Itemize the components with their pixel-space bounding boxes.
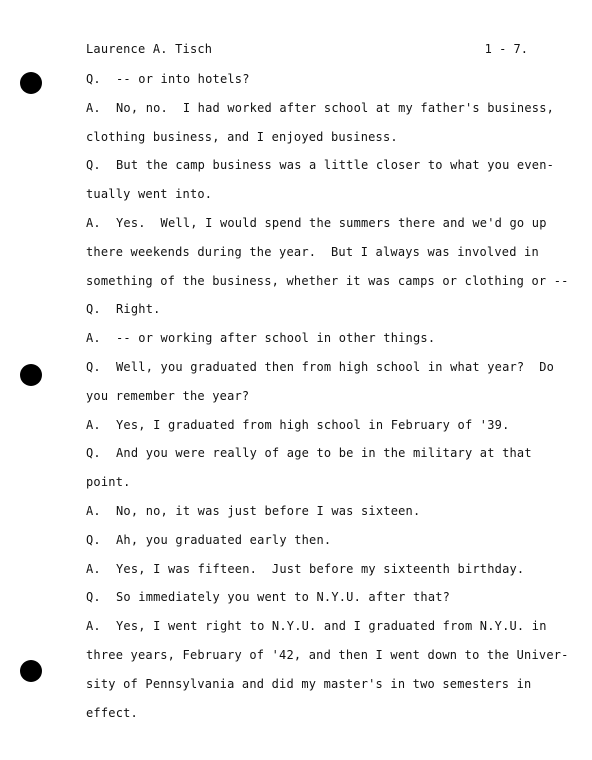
line-text: Yes, I went right to N.Y.U. and I graduated from N.Y.U. in	[116, 619, 547, 634]
transcript-line	[86, 590, 450, 604]
transcript-line	[86, 360, 554, 374]
speaker-label: Q.	[86, 72, 101, 86]
transcript-line	[86, 101, 554, 115]
transcript-line	[86, 302, 161, 316]
line-text: Yes, I was fifteen. Just before my sixteenth birthday.	[116, 561, 525, 576]
line-text: But the camp business was a little closer to what you even-	[116, 158, 555, 173]
transcript-line	[86, 648, 569, 662]
punch-hole-top	[20, 72, 42, 94]
transcript-line	[86, 533, 331, 547]
punch-hole-middle	[20, 364, 42, 386]
speaker-label: Q.	[86, 532, 101, 547]
transcript-line	[86, 677, 531, 691]
transcript-line	[86, 187, 212, 201]
line-text: Yes. Well, I would spend the summers there and we'd go up	[116, 216, 547, 230]
speaker-label: A.	[86, 619, 101, 634]
line-text: No, no. I had worked after school at my father's business,	[116, 100, 555, 115]
speaker-label: Q.	[86, 590, 101, 605]
transcript-line	[86, 475, 131, 489]
header-interviewee-name: Laurence A. Tisch	[86, 42, 213, 56]
transcript-line	[86, 562, 524, 576]
speaker-label: Q.	[86, 446, 101, 461]
line-text: No, no, it was just before I was sixteen.	[116, 504, 421, 518]
line-text: Well, you graduated then from high school in what year? Do	[116, 360, 555, 374]
line-text: Ah, you graduated early then.	[116, 532, 332, 547]
transcript-line	[86, 706, 138, 720]
transcript-line	[86, 446, 532, 460]
transcript-line	[86, 619, 547, 633]
speaker-label: A.	[86, 331, 101, 346]
transcript-line	[86, 389, 249, 403]
line-text: So immediately you went to N.Y.U. after that?	[116, 590, 451, 605]
transcript-line	[86, 504, 420, 518]
punch-hole-bottom	[20, 660, 42, 682]
line-text: -- or into hotels?	[116, 72, 250, 86]
speaker-label: A.	[86, 504, 101, 518]
line-text: point.	[86, 475, 131, 490]
speaker-label: A.	[86, 417, 101, 432]
speaker-label: A.	[86, 561, 101, 576]
line-text: three years, February of '42, and then I went down to the Univer-	[86, 648, 569, 662]
transcript-line	[86, 130, 398, 144]
line-text: you remember the year?	[86, 388, 250, 403]
line-text: -- or working after school in other things.	[116, 331, 436, 346]
transcript-line	[86, 216, 547, 230]
speaker-label: Q.	[86, 302, 101, 317]
speaker-label: A.	[86, 216, 101, 230]
line-text: sity of Pennsylvania and did my master's in two semesters in	[86, 676, 532, 691]
speaker-label: Q.	[86, 158, 101, 173]
line-text: tually went into.	[86, 187, 213, 202]
line-text: clothing business, and I enjoyed business.	[86, 129, 398, 144]
speaker-label: A.	[86, 100, 101, 115]
page-number: 1 - 7.	[484, 42, 528, 56]
line-text: Right.	[116, 302, 161, 317]
transcript-line	[86, 245, 539, 259]
line-text: And you were really of age to be in the military at that	[116, 446, 532, 461]
line-text: there weekends during the year. But I always was involved in	[86, 244, 539, 259]
line-text: Yes, I graduated from high school in February of '39.	[116, 417, 510, 432]
line-text: something of the business, whether it was camps or clothing or --	[86, 273, 569, 288]
transcript-line	[86, 331, 435, 345]
transcript-line	[86, 274, 569, 288]
transcript-line	[86, 418, 510, 432]
speaker-label: Q.	[86, 360, 101, 374]
transcript-line	[86, 158, 554, 172]
transcript-line	[86, 72, 250, 86]
line-text: effect.	[86, 705, 138, 720]
